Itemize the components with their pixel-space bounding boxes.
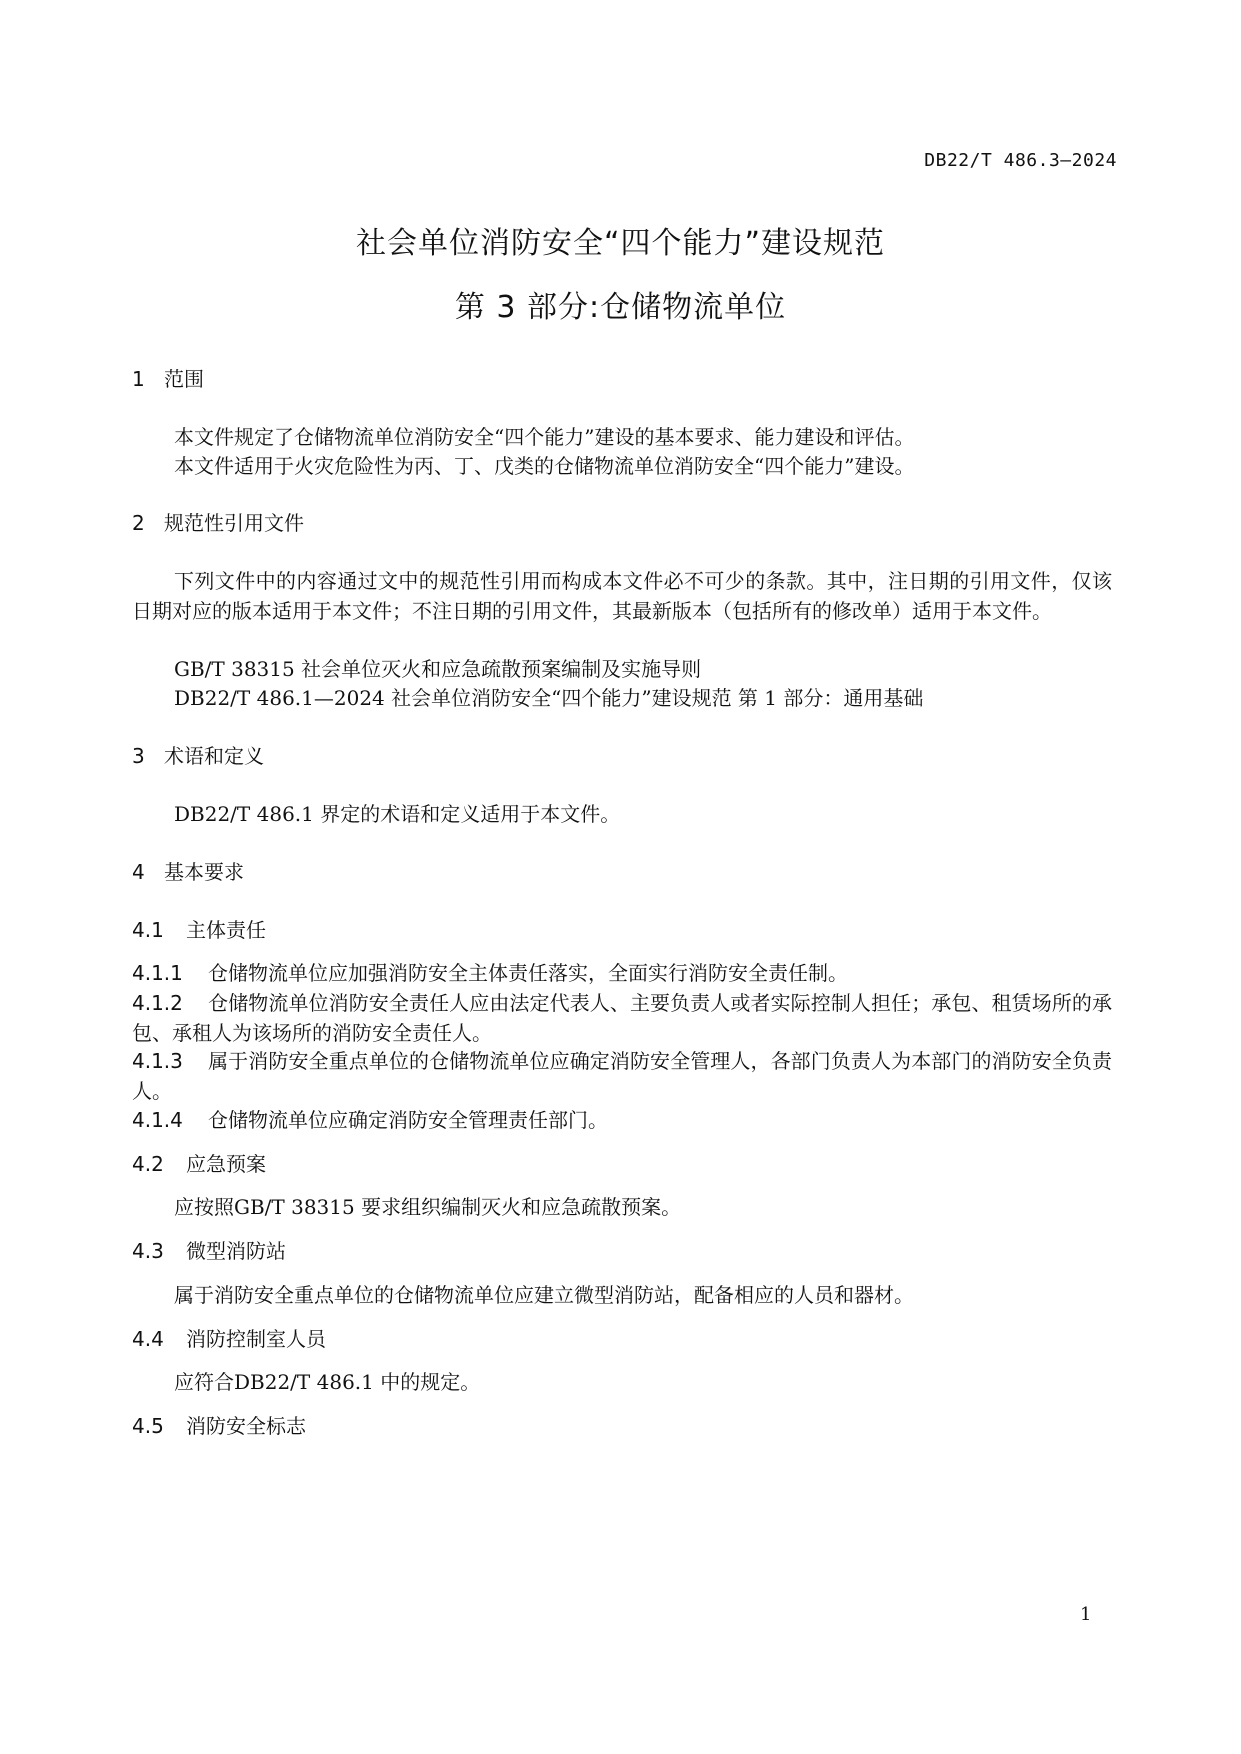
clause-text: 仓储物流单位消防安全责任人应由法定代表人、主要负责人或者实际控制人担任；承包、租赁场所的承包、承租人为该场所的消防安全责任人。 <box>132 991 1112 1045</box>
clause-text: 仓储物流单位应确定消防安全管理责任部门。 <box>208 1108 608 1132</box>
clause-4-1-3 <box>132 1046 1112 1106</box>
clause-text: 仓储物流单位应加强消防安全主体责任落实，全面实行消防安全责任制。 <box>208 961 848 985</box>
paragraph: 应符合DB22/T 486.1 中的规定。 <box>174 1370 481 1394</box>
subsection-heading-4-4 <box>132 1324 326 1354</box>
normative-reference: DB22/T 486.1—2024 社会单位消防安全“四个能力”建设规范 第 1 部分：通用基础 <box>174 686 924 710</box>
section-title: 基本要求 <box>164 860 244 884</box>
subsection-number: 4.5 <box>132 1414 164 1438</box>
section-title: 规范性引用文件 <box>164 511 304 535</box>
clause-4-1-4 <box>132 1105 608 1135</box>
clause-text: 属于消防安全重点单位的仓储物流单位应确定消防安全管理人，各部门负责人为本部门的消防安全负责人。 <box>132 1049 1112 1103</box>
subsection-heading-4-1 <box>132 915 266 945</box>
paragraph: 本文件适用于火灾危险性为丙、丁、戊类的仓储物流单位消防安全“四个能力”建设。 <box>174 454 915 478</box>
subsection-heading-4-5 <box>132 1411 306 1441</box>
page-number: 1 <box>1080 1604 1092 1625</box>
subsection-number: 4.1 <box>132 918 164 942</box>
section-heading-4 <box>132 857 244 887</box>
section-heading-1 <box>132 364 204 394</box>
clause-number: 4.1.3 <box>132 1049 183 1073</box>
subsection-title: 应急预案 <box>186 1152 266 1176</box>
subsection-heading-4-3 <box>132 1236 286 1266</box>
subsection-title: 消防控制室人员 <box>186 1327 326 1351</box>
clause-4-1-2 <box>132 988 1112 1048</box>
clause-number: 4.1.1 <box>132 961 183 985</box>
paragraph: 属于消防安全重点单位的仓储物流单位应建立微型消防站，配备相应的人员和器材。 <box>174 1283 914 1307</box>
document-id: DB22/T 486.3—2024 <box>924 150 1117 171</box>
paragraph: 应按照GB/T 38315 要求组织编制灭火和应急疏散预案。 <box>174 1195 682 1219</box>
subsection-title: 微型消防站 <box>186 1239 286 1263</box>
section-heading-3 <box>132 741 264 771</box>
section-number: 3 <box>132 744 145 768</box>
clause-number: 4.1.4 <box>132 1108 183 1132</box>
normative-reference: GB/T 38315 社会单位灭火和应急疏散预案编制及实施导则 <box>174 657 702 681</box>
paragraph: 下列文件中的内容通过文中的规范性引用而构成本文件必不可少的条款。其中，注日期的引用文件，仅该日期对应的版本适用于本文件；不注日期的引用文件，其最新版本（包括所有的修改单）适用于本文件。 <box>132 569 1112 623</box>
paragraph: DB22/T 486.1 界定的术语和定义适用于本文件。 <box>174 802 621 826</box>
subsection-number: 4.4 <box>132 1327 164 1351</box>
document-subtitle: 第 3 部分:仓储物流单位 <box>454 290 787 325</box>
subsection-heading-4-2 <box>132 1149 266 1179</box>
subsection-number: 4.2 <box>132 1152 164 1176</box>
subsection-title: 主体责任 <box>186 918 266 942</box>
paragraph: 本文件规定了仓储物流单位消防安全“四个能力”建设的基本要求、能力建设和评估。 <box>174 425 915 449</box>
clause-number: 4.1.2 <box>132 991 183 1015</box>
subsection-title: 消防安全标志 <box>186 1414 306 1438</box>
section-number: 2 <box>132 511 145 535</box>
document-title: 社会单位消防安全“四个能力”建设规范 <box>355 226 886 261</box>
clause-4-1-1 <box>132 958 848 988</box>
section-heading-2 <box>132 508 304 538</box>
subsection-number: 4.3 <box>132 1239 164 1263</box>
section-title: 范围 <box>164 367 204 391</box>
section-number: 4 <box>132 860 145 884</box>
section-number: 1 <box>132 367 145 391</box>
section-title: 术语和定义 <box>164 744 264 768</box>
